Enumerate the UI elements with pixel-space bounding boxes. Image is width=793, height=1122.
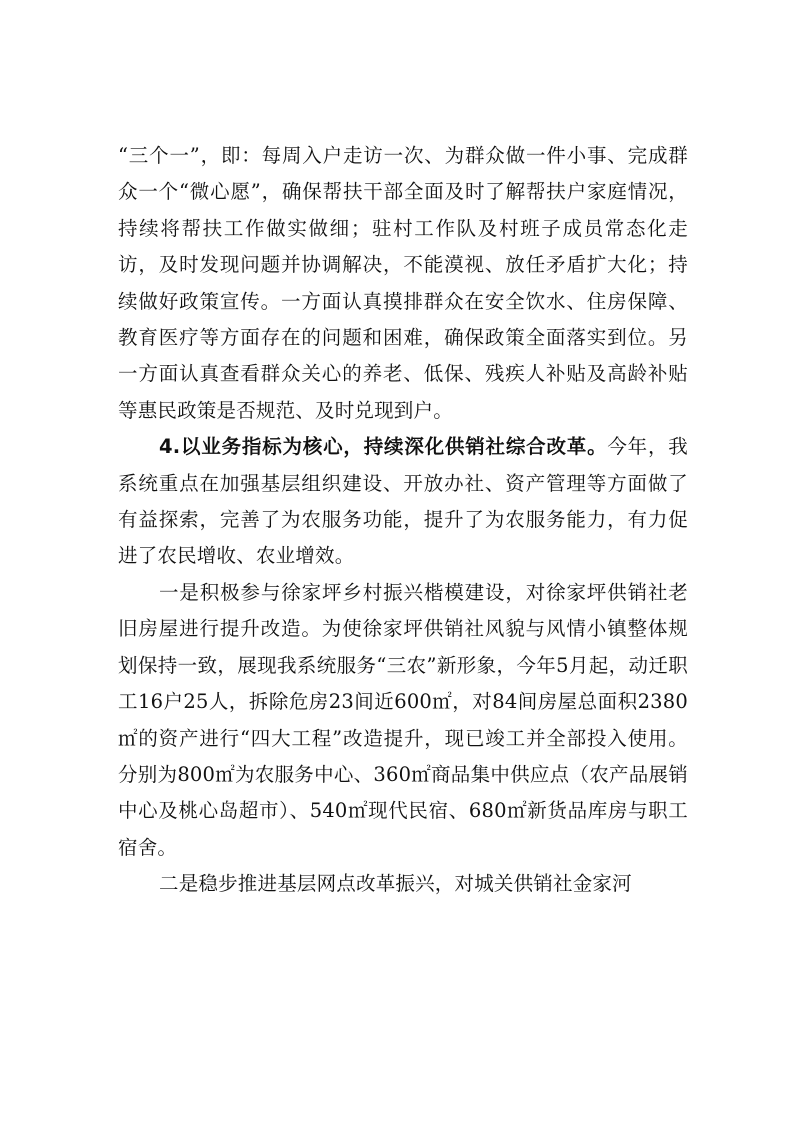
section-4-body: 今年，我系统重点在加强基层组织建设、开放办社、资产管理等方面做了有益探索，完善了为农服务功能，提升了为农服务能力，有力促进了农民增收、农业增效。: [118, 435, 688, 568]
paragraph-grassroots: 二是稳步推进基层网点改革振兴，对城关供销社金家河: [159, 872, 632, 896]
paragraph-reform: [118, 429, 688, 575]
document-body: [118, 138, 688, 903]
paragraph-visit-policy: “三个一”，即：每周入户走访一次、为群众做一件小事、完成群众一个“微心愿”，确保帮扶干部全面及时了解帮扶户家庭情况，持续将帮扶工作做实做细；驻村工作队及村班子成员常态化走访，及时发现问题并协调解决，不能漠视、放任矛盾扩大化；持续做好政策宣传。一方面认真摸排群众在安全饮水、住房保障、教育医疗等方面存在的问题和困难，确保政策全面落实到位。另一方面认真查看群众关心的养老、低保、残疾人补贴及高龄补贴等惠民政策是否规范、及时兑现到户。: [118, 144, 688, 422]
paragraph-xujiaping: 一是积极参与徐家坪乡村振兴楷模建设，对徐家坪供销社老旧房屋进行提升改造。为使徐家坪供销社风貌与风情小镇整体规划保持一致，展现我系统服务“三农”新形象，今年5月起，动迁职工16户25人，拆除危房23间近600㎡，对84间房屋总面积2380㎡的资产进行“四大工程”改造提升，现已竣工并全部投入使用。分别为800㎡为农服务中心、360㎡商品集中供应点（农产品展销中心及桃心岛超市）、540㎡现代民宿、680㎡新货品库房与职工宿舍。: [118, 580, 688, 859]
section-heading-4: 4.以业务指标为核心，持续深化供销社综合改革。: [159, 435, 608, 459]
